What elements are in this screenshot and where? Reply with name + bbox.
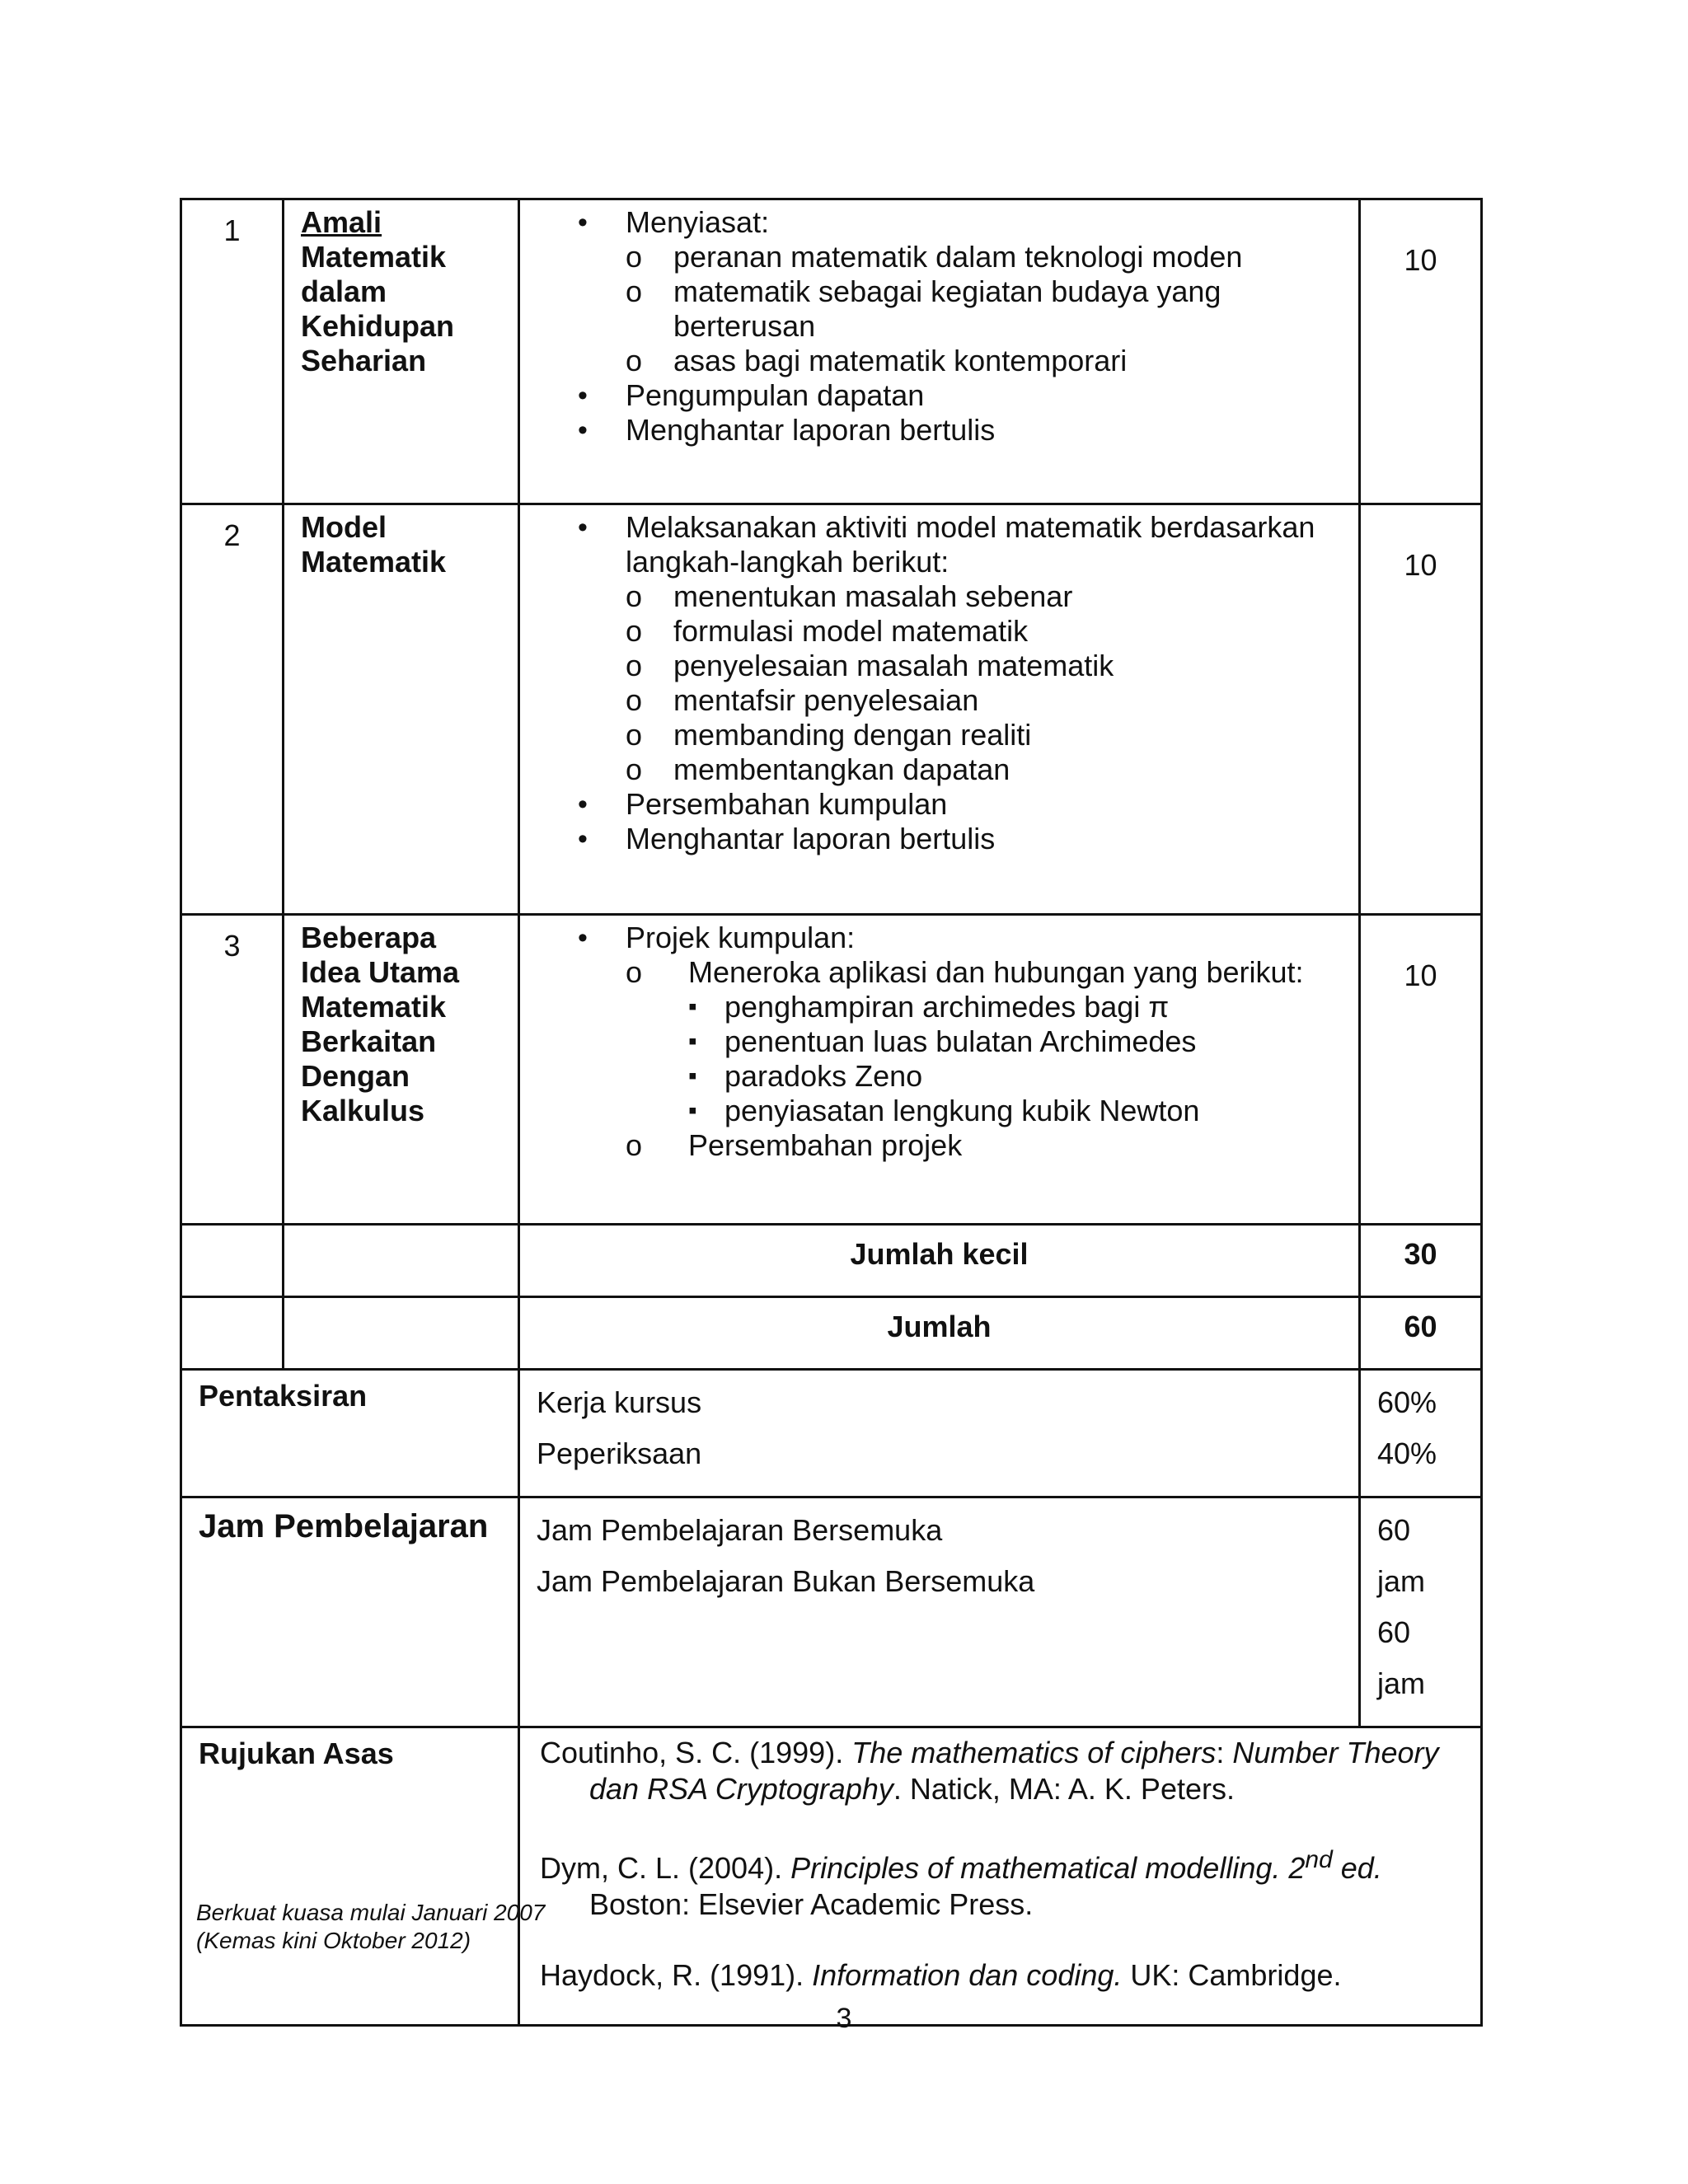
total-value: 60 [1360, 1297, 1482, 1370]
total-label: Jumlah [519, 1297, 1360, 1370]
total-row [181, 1297, 1482, 1370]
ref-title: Information dan coding. [812, 1958, 1123, 1992]
assessment-item: Peperiksaan [537, 1436, 702, 1470]
row-title [284, 199, 519, 504]
references-row [181, 1727, 1482, 2026]
assessment-items [519, 1370, 1360, 1497]
ref-text: . Natick, MA: A. K. Peters. [893, 1772, 1235, 1806]
list-item: o membentangkan dapatan [626, 752, 1345, 787]
title-line: Matematik [301, 545, 447, 579]
list-item: o formulasi model matematik [626, 614, 1345, 649]
ref-text: Coutinho, S. C. (1999). [540, 1736, 852, 1769]
title-line: Beberapa [301, 921, 437, 954]
list-item: • Projek kumpulan: [578, 921, 1345, 955]
title-line: Model [301, 510, 387, 544]
assessment-row [181, 1370, 1482, 1497]
empty-cell [181, 1225, 284, 1297]
row-title [284, 915, 519, 1225]
ref-title: Number Theory dan RSA Cryptography [589, 1736, 1439, 1806]
hours-values [1360, 1497, 1482, 1727]
title-line: Kehidupan [301, 309, 454, 343]
table-row [181, 915, 1482, 1225]
footer-note [196, 1899, 545, 1955]
list-item: o penyelesaian masalah matematik [626, 649, 1345, 683]
page-number: 3 [836, 2003, 852, 2034]
list-item: o Persembahan projek [626, 1128, 1345, 1163]
ref-title: ed. [1332, 1851, 1382, 1885]
activity-list [578, 921, 1345, 1163]
title-line: Amali [301, 205, 382, 239]
row-title [284, 504, 519, 915]
hours-row [181, 1497, 1482, 1727]
syllabus-table [180, 198, 1483, 2027]
title-line: Matematik [301, 990, 447, 1024]
references-list [519, 1727, 1482, 2026]
ref-text: UK: Cambridge. [1122, 1958, 1342, 1992]
title-line: Dengan [301, 1059, 410, 1093]
ref-title: The mathematics of ciphers [851, 1736, 1217, 1769]
title-line: Kalkulus [301, 1094, 425, 1127]
title-line: Matematik [301, 240, 447, 274]
empty-cell [284, 1297, 519, 1370]
assessment-item: Kerja kursus [537, 1385, 702, 1419]
hours-value: 60 jam [1377, 1513, 1426, 1598]
assessment-value: 40% [1377, 1436, 1437, 1470]
row-number: 2 [181, 504, 284, 915]
subtotal-value: 30 [1360, 1225, 1482, 1297]
row-score: 10 [1360, 504, 1482, 915]
hours-value: 60 jam [1377, 1615, 1426, 1700]
list-item: o asas bagi matematik kontemporari [626, 344, 1345, 378]
title-line: Berkaitan [301, 1024, 437, 1058]
title-line: Seharian [301, 344, 427, 377]
row-number: 1 [181, 199, 284, 504]
reference-item [540, 1957, 1464, 1994]
list-item: • Pengumpulan dapatan [578, 378, 1345, 413]
row-score: 10 [1360, 915, 1482, 1225]
hours-item: Jam Pembelajaran Bersemuka [537, 1513, 943, 1547]
title-line: dalam [301, 274, 387, 308]
reference-item [540, 1735, 1464, 1807]
title-line: Idea Utama [301, 955, 460, 989]
hours-label: Jam Pembelajaran [181, 1497, 519, 1727]
empty-cell [284, 1225, 519, 1297]
footer-line: Berkuat kuasa mulai Januari 2007 [196, 1900, 546, 1925]
empty-cell [181, 1297, 284, 1370]
hours-item: Jam Pembelajaran Bukan Bersemuka [537, 1564, 1035, 1598]
row-content [519, 199, 1360, 504]
activity-list [578, 205, 1345, 448]
ref-text: Dym, C. L. (2004). [540, 1851, 791, 1885]
subtotal-label: Jumlah kecil [519, 1225, 1360, 1297]
reference-item [540, 1842, 1464, 1923]
list-item: • Melaksanakan aktiviti model matematik berdasarkan langkah-langkah berikut: [578, 510, 1345, 579]
list-item: • Menyiasat: [578, 205, 1345, 240]
ref-sup: nd [1305, 1846, 1333, 1873]
list-item: ▪ penentuan luas bulatan Archimedes [688, 1024, 1345, 1059]
list-item: ▪ penghampiran archimedes bagi π [688, 990, 1345, 1024]
list-item: o matematik sebagai kegiatan budaya yang berterusan [626, 274, 1345, 344]
references-label: Rujukan Asas [181, 1727, 519, 2026]
list-item: o peranan matematik dalam teknologi moden [626, 240, 1345, 274]
list-item: • Menghantar laporan bertulis [578, 822, 1345, 856]
list-item: o menentukan masalah sebenar [626, 579, 1345, 614]
ref-text: Boston: Elsevier Academic Press. [589, 1887, 1034, 1921]
ref-text: : [1216, 1736, 1233, 1769]
ref-text: Haydock, R. (1991). [540, 1958, 813, 1992]
list-item: ▪ penyiasatan lengkung kubik Newton [688, 1094, 1345, 1128]
list-item: • Menghantar laporan bertulis [578, 413, 1345, 448]
ref-title: Principles of mathematical modelling. 2 [790, 1851, 1306, 1885]
assessment-value: 60% [1377, 1385, 1437, 1419]
hours-items [519, 1497, 1360, 1727]
list-item: • Persembahan kumpulan [578, 787, 1345, 822]
row-content [519, 504, 1360, 915]
list-item: o mentafsir penyelesaian [626, 683, 1345, 718]
footer-line: (Kemas kini Oktober 2012) [196, 1928, 471, 1953]
subtotal-row [181, 1225, 1482, 1297]
activity-list [578, 510, 1345, 856]
row-number: 3 [181, 915, 284, 1225]
list-item: o Meneroka aplikasi dan hubungan yang berikut: [626, 955, 1345, 990]
assessment-values [1360, 1370, 1482, 1497]
row-content [519, 915, 1360, 1225]
table-row [181, 199, 1482, 504]
table-row [181, 504, 1482, 915]
list-item: o membanding dengan realiti [626, 718, 1345, 752]
row-score: 10 [1360, 199, 1482, 504]
assessment-label: Pentaksiran [181, 1370, 519, 1497]
list-item: ▪ paradoks Zeno [688, 1059, 1345, 1094]
